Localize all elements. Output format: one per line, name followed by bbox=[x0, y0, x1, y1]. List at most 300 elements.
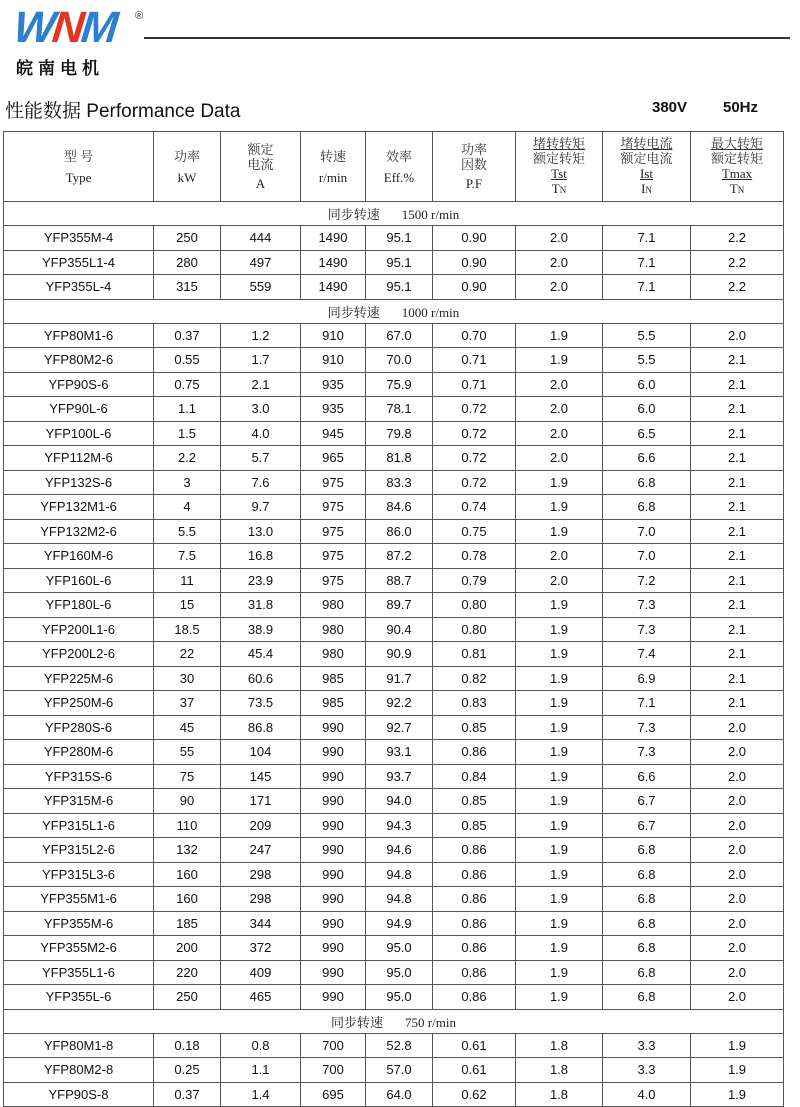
cell-ist-ratio: 7.0 bbox=[603, 544, 691, 569]
cell-tmax-ratio: 2.1 bbox=[691, 519, 784, 544]
cell-power-kw: 160 bbox=[154, 887, 221, 912]
cell-tst-ratio: 1.9 bbox=[516, 642, 603, 667]
cell-efficiency: 70.0 bbox=[366, 348, 433, 373]
cell-ist-ratio: 6.0 bbox=[603, 397, 691, 422]
cell-ist-ratio: 7.3 bbox=[603, 593, 691, 618]
cell-power-factor: 0.81 bbox=[433, 642, 516, 667]
cell-efficiency: 94.3 bbox=[366, 813, 433, 838]
section-heading bbox=[4, 1009, 784, 1033]
cell-power-factor: 0.70 bbox=[433, 323, 516, 348]
cell-speed-rpm: 935 bbox=[301, 397, 366, 422]
cell-current-a: 497 bbox=[221, 250, 301, 275]
cell-type: YFP160M-6 bbox=[4, 544, 154, 569]
cell-type: YFP355M1-6 bbox=[4, 887, 154, 912]
table-row bbox=[4, 470, 784, 495]
cell-tmax-ratio: 2.0 bbox=[691, 323, 784, 348]
cell-current-a: 1.4 bbox=[221, 1082, 301, 1107]
header-tst-den: T bbox=[551, 180, 560, 196]
cell-speed-rpm: 910 bbox=[301, 323, 366, 348]
cell-power-factor: 0.61 bbox=[433, 1058, 516, 1083]
cell-power-kw: 0.18 bbox=[154, 1033, 221, 1058]
cell-power-factor: 0.85 bbox=[433, 813, 516, 838]
table-row bbox=[4, 568, 784, 593]
cell-speed-rpm: 980 bbox=[301, 617, 366, 642]
cell-tmax-ratio: 2.0 bbox=[691, 789, 784, 814]
cell-efficiency: 92.2 bbox=[366, 691, 433, 716]
cell-tst-ratio: 1.9 bbox=[516, 715, 603, 740]
cell-efficiency: 94.8 bbox=[366, 887, 433, 912]
cell-power-kw: 280 bbox=[154, 250, 221, 275]
cell-power-factor: 0.78 bbox=[433, 544, 516, 569]
cell-tmax-ratio: 2.1 bbox=[691, 544, 784, 569]
cell-tst-ratio: 1.9 bbox=[516, 470, 603, 495]
header-type-en: Type bbox=[65, 169, 92, 185]
cell-power-factor: 0.79 bbox=[433, 568, 516, 593]
cell-type: YFP160L-6 bbox=[4, 568, 154, 593]
cell-type: YFP100L-6 bbox=[4, 421, 154, 446]
cell-speed-rpm: 990 bbox=[301, 813, 366, 838]
cell-tmax-ratio: 2.1 bbox=[691, 397, 784, 422]
table-row bbox=[4, 642, 784, 667]
cell-power-kw: 3 bbox=[154, 470, 221, 495]
cell-power-kw: 0.75 bbox=[154, 372, 221, 397]
cell-tst-ratio: 1.9 bbox=[516, 887, 603, 912]
cell-tmax-ratio: 2.1 bbox=[691, 568, 784, 593]
cell-speed-rpm: 700 bbox=[301, 1058, 366, 1083]
section-speed: 1500 r/min bbox=[401, 207, 460, 222]
cell-power-kw: 200 bbox=[154, 936, 221, 961]
cell-tst-ratio: 2.0 bbox=[516, 275, 603, 300]
cell-current-a: 372 bbox=[221, 936, 301, 961]
header-current-cn-2: 电流 bbox=[247, 157, 274, 172]
table-row bbox=[4, 985, 784, 1010]
logo-letter-m: M bbox=[78, 3, 118, 52]
cell-speed-rpm: 975 bbox=[301, 544, 366, 569]
cell-power-factor: 0.61 bbox=[433, 1033, 516, 1058]
header-tst-num: Tst bbox=[551, 165, 567, 181]
cell-type: YFP90S-8 bbox=[4, 1082, 154, 1107]
cell-power-kw: 30 bbox=[154, 666, 221, 691]
cell-type: YFP280S-6 bbox=[4, 715, 154, 740]
cell-tmax-ratio: 2.0 bbox=[691, 715, 784, 740]
table-body bbox=[4, 202, 784, 1107]
cell-power-kw: 250 bbox=[154, 226, 221, 251]
cell-power-kw: 0.37 bbox=[154, 323, 221, 348]
cell-power-factor: 0.90 bbox=[433, 275, 516, 300]
cell-type: YFP250M-6 bbox=[4, 691, 154, 716]
table-row bbox=[4, 887, 784, 912]
cell-power-kw: 90 bbox=[154, 789, 221, 814]
cell-type: YFP355L-6 bbox=[4, 985, 154, 1010]
cell-type: YFP200L1-6 bbox=[4, 617, 154, 642]
table-row bbox=[4, 911, 784, 936]
cell-current-a: 1.1 bbox=[221, 1058, 301, 1083]
cell-tmax-ratio: 2.0 bbox=[691, 985, 784, 1010]
cell-power-kw: 22 bbox=[154, 642, 221, 667]
table-row bbox=[4, 789, 784, 814]
cell-type: YFP355L1-6 bbox=[4, 960, 154, 985]
cell-efficiency: 90.4 bbox=[366, 617, 433, 642]
cell-speed-rpm: 990 bbox=[301, 740, 366, 765]
header-ist-base-cn: 额定电流 bbox=[620, 150, 673, 166]
cell-tst-ratio: 1.9 bbox=[516, 862, 603, 887]
header-current-en: A bbox=[255, 176, 266, 191]
table-row bbox=[4, 715, 784, 740]
cell-tmax-ratio: 2.1 bbox=[691, 691, 784, 716]
header-pf-en: P.F bbox=[465, 176, 483, 191]
table-row bbox=[4, 348, 784, 373]
cell-current-a: 444 bbox=[221, 226, 301, 251]
cell-power-factor: 0.86 bbox=[433, 911, 516, 936]
cell-type: YFP90S-6 bbox=[4, 372, 154, 397]
header-tst-base-cn: 额定转矩 bbox=[532, 150, 585, 166]
cell-speed-rpm: 975 bbox=[301, 568, 366, 593]
cell-tmax-ratio: 2.0 bbox=[691, 936, 784, 961]
cell-current-a: 7.6 bbox=[221, 470, 301, 495]
cell-power-factor: 0.86 bbox=[433, 936, 516, 961]
cell-speed-rpm: 990 bbox=[301, 960, 366, 985]
cell-power-factor: 0.74 bbox=[433, 495, 516, 520]
cell-tmax-ratio: 2.1 bbox=[691, 372, 784, 397]
header-current bbox=[221, 132, 301, 202]
section-row bbox=[4, 202, 784, 226]
header-type-cn: 型 号 bbox=[63, 148, 94, 164]
cell-type: YFP80M1-8 bbox=[4, 1033, 154, 1058]
cell-power-kw: 0.25 bbox=[154, 1058, 221, 1083]
cell-efficiency: 94.0 bbox=[366, 789, 433, 814]
cell-type: YFP112M-6 bbox=[4, 446, 154, 471]
cell-efficiency: 79.8 bbox=[366, 421, 433, 446]
header-speed bbox=[301, 132, 366, 202]
cell-tst-ratio: 1.9 bbox=[516, 323, 603, 348]
cell-tst-ratio: 1.8 bbox=[516, 1058, 603, 1083]
cell-power-factor: 0.86 bbox=[433, 887, 516, 912]
cell-type: YFP355M-6 bbox=[4, 911, 154, 936]
cell-tmax-ratio: 2.2 bbox=[691, 250, 784, 275]
header-speed-en: r/min bbox=[318, 169, 348, 185]
header-tst-den-sub: N bbox=[559, 184, 567, 195]
cell-power-kw: 75 bbox=[154, 764, 221, 789]
section-label: 同步转速 bbox=[327, 207, 380, 222]
header-locked-current-ratio bbox=[603, 132, 691, 202]
cell-power-factor: 0.80 bbox=[433, 593, 516, 618]
cell-power-factor: 0.86 bbox=[433, 862, 516, 887]
cell-type: YFP315M-6 bbox=[4, 789, 154, 814]
cell-tst-ratio: 2.0 bbox=[516, 372, 603, 397]
cell-tst-ratio: 1.9 bbox=[516, 764, 603, 789]
cell-efficiency: 94.9 bbox=[366, 911, 433, 936]
logo-letter-w: W bbox=[11, 3, 56, 52]
header-tmax-ratio-cn: 最大转矩 bbox=[710, 135, 763, 151]
cell-speed-rpm: 985 bbox=[301, 666, 366, 691]
cell-tmax-ratio: 2.1 bbox=[691, 421, 784, 446]
cell-current-a: 45.4 bbox=[221, 642, 301, 667]
cell-ist-ratio: 3.3 bbox=[603, 1033, 691, 1058]
cell-efficiency: 94.6 bbox=[366, 838, 433, 863]
cell-efficiency: 94.8 bbox=[366, 862, 433, 887]
cell-efficiency: 78.1 bbox=[366, 397, 433, 422]
cell-type: YFP315S-6 bbox=[4, 764, 154, 789]
cell-current-a: 5.7 bbox=[221, 446, 301, 471]
cell-current-a: 3.0 bbox=[221, 397, 301, 422]
cell-tst-ratio: 1.9 bbox=[516, 617, 603, 642]
cell-power-factor: 0.90 bbox=[433, 250, 516, 275]
section-heading bbox=[4, 202, 784, 226]
cell-power-factor: 0.83 bbox=[433, 691, 516, 716]
cell-power-factor: 0.71 bbox=[433, 348, 516, 373]
cell-ist-ratio: 6.8 bbox=[603, 838, 691, 863]
cell-speed-rpm: 1490 bbox=[301, 226, 366, 251]
cell-type: YFP355L1-4 bbox=[4, 250, 154, 275]
cell-current-a: 38.9 bbox=[221, 617, 301, 642]
cell-tmax-ratio: 2.1 bbox=[691, 666, 784, 691]
cell-type: YFP80M1-6 bbox=[4, 323, 154, 348]
header-tmax-den-sub: N bbox=[737, 184, 745, 195]
cell-current-a: 145 bbox=[221, 764, 301, 789]
cell-power-kw: 132 bbox=[154, 838, 221, 863]
cell-power-kw: 37 bbox=[154, 691, 221, 716]
cell-speed-rpm: 695 bbox=[301, 1082, 366, 1107]
table-row bbox=[4, 1058, 784, 1083]
cell-tmax-ratio: 1.9 bbox=[691, 1082, 784, 1107]
header-max-torque-ratio bbox=[691, 132, 784, 202]
cell-current-a: 0.8 bbox=[221, 1033, 301, 1058]
cell-ist-ratio: 6.9 bbox=[603, 666, 691, 691]
cell-tst-ratio: 2.0 bbox=[516, 446, 603, 471]
cell-tst-ratio: 1.9 bbox=[516, 495, 603, 520]
cell-current-a: 409 bbox=[221, 960, 301, 985]
cell-ist-ratio: 6.6 bbox=[603, 446, 691, 471]
cell-tst-ratio: 2.0 bbox=[516, 250, 603, 275]
table-row bbox=[4, 838, 784, 863]
cell-power-factor: 0.72 bbox=[433, 446, 516, 471]
cell-current-a: 9.7 bbox=[221, 495, 301, 520]
cell-efficiency: 84.6 bbox=[366, 495, 433, 520]
cell-power-factor: 0.85 bbox=[433, 715, 516, 740]
header-ist-num: Ist bbox=[640, 165, 653, 181]
cell-power-factor: 0.86 bbox=[433, 740, 516, 765]
header-pf-cn: 功率因数 bbox=[460, 142, 487, 172]
cell-power-factor: 0.72 bbox=[433, 421, 516, 446]
header-type bbox=[4, 132, 154, 202]
voltage-label: 380V bbox=[652, 99, 688, 116]
cell-speed-rpm: 990 bbox=[301, 764, 366, 789]
table-row bbox=[4, 691, 784, 716]
cell-current-a: 60.6 bbox=[221, 666, 301, 691]
cell-tmax-ratio: 2.0 bbox=[691, 862, 784, 887]
cell-tmax-ratio: 2.0 bbox=[691, 838, 784, 863]
cell-ist-ratio: 6.8 bbox=[603, 887, 691, 912]
cell-power-kw: 55 bbox=[154, 740, 221, 765]
cell-current-a: 23.9 bbox=[221, 568, 301, 593]
cell-power-factor: 0.72 bbox=[433, 470, 516, 495]
cell-type: YFP315L1-6 bbox=[4, 813, 154, 838]
cell-speed-rpm: 935 bbox=[301, 372, 366, 397]
cell-speed-rpm: 990 bbox=[301, 715, 366, 740]
table-row bbox=[4, 446, 784, 471]
cell-ist-ratio: 6.8 bbox=[603, 495, 691, 520]
cell-ist-ratio: 6.8 bbox=[603, 960, 691, 985]
cell-ist-ratio: 7.3 bbox=[603, 617, 691, 642]
header-tmax-den: T bbox=[729, 180, 738, 196]
cell-efficiency: 93.7 bbox=[366, 764, 433, 789]
cell-ist-ratio: 6.8 bbox=[603, 936, 691, 961]
cell-ist-ratio: 6.8 bbox=[603, 985, 691, 1010]
cell-tmax-ratio: 2.0 bbox=[691, 764, 784, 789]
cell-type: YFP225M-6 bbox=[4, 666, 154, 691]
header-efficiency-en: Eff.% bbox=[383, 169, 415, 185]
page-title: 性能数据 Performance Data bbox=[5, 101, 241, 122]
table-row bbox=[4, 813, 784, 838]
cell-power-kw: 7.5 bbox=[154, 544, 221, 569]
table-row bbox=[4, 323, 784, 348]
cell-tst-ratio: 1.9 bbox=[516, 838, 603, 863]
cell-tst-ratio: 2.0 bbox=[516, 226, 603, 251]
cell-power-factor: 0.90 bbox=[433, 226, 516, 251]
cell-power-kw: 160 bbox=[154, 862, 221, 887]
cell-power-factor: 0.86 bbox=[433, 838, 516, 863]
cell-type: YFP315L3-6 bbox=[4, 862, 154, 887]
cell-speed-rpm: 990 bbox=[301, 985, 366, 1010]
cell-type: YFP90L-6 bbox=[4, 397, 154, 422]
cell-current-a: 209 bbox=[221, 813, 301, 838]
cell-tst-ratio: 1.8 bbox=[516, 1082, 603, 1107]
header-tmax-num: Tmax bbox=[721, 165, 753, 181]
cell-power-factor: 0.80 bbox=[433, 617, 516, 642]
cell-power-factor: 0.85 bbox=[433, 789, 516, 814]
cell-efficiency: 57.0 bbox=[366, 1058, 433, 1083]
table-row bbox=[4, 372, 784, 397]
cell-speed-rpm: 965 bbox=[301, 446, 366, 471]
table-row bbox=[4, 617, 784, 642]
cell-power-factor: 0.86 bbox=[433, 985, 516, 1010]
registered-mark-icon: ® bbox=[135, 10, 144, 22]
section-heading bbox=[4, 299, 784, 323]
cell-power-kw: 11 bbox=[154, 568, 221, 593]
cell-power-kw: 315 bbox=[154, 275, 221, 300]
cell-current-a: 1.2 bbox=[221, 323, 301, 348]
section-speed: 750 r/min bbox=[405, 1014, 456, 1030]
cell-current-a: 104 bbox=[221, 740, 301, 765]
cell-tmax-ratio: 2.0 bbox=[691, 911, 784, 936]
section-speed: 1000 r/min bbox=[401, 304, 460, 320]
table-row bbox=[4, 421, 784, 446]
cell-ist-ratio: 7.1 bbox=[603, 275, 691, 300]
cell-power-kw: 110 bbox=[154, 813, 221, 838]
cell-power-kw: 45 bbox=[154, 715, 221, 740]
cell-current-a: 465 bbox=[221, 985, 301, 1010]
cell-type: YFP355M2-6 bbox=[4, 936, 154, 961]
cell-tst-ratio: 1.9 bbox=[516, 348, 603, 373]
cell-power-kw: 1.1 bbox=[154, 397, 221, 422]
cell-speed-rpm: 985 bbox=[301, 691, 366, 716]
cell-ist-ratio: 6.5 bbox=[603, 421, 691, 446]
cell-power-kw: 5.5 bbox=[154, 519, 221, 544]
cell-efficiency: 83.3 bbox=[366, 470, 433, 495]
cell-ist-ratio: 6.8 bbox=[603, 862, 691, 887]
cell-tst-ratio: 1.9 bbox=[516, 911, 603, 936]
cell-ist-ratio: 6.6 bbox=[603, 764, 691, 789]
cell-ist-ratio: 6.0 bbox=[603, 372, 691, 397]
cell-efficiency: 87.2 bbox=[366, 544, 433, 569]
cell-ist-ratio: 7.4 bbox=[603, 642, 691, 667]
cell-speed-rpm: 975 bbox=[301, 470, 366, 495]
cell-type: YFP132S-6 bbox=[4, 470, 154, 495]
cell-tst-ratio: 1.9 bbox=[516, 813, 603, 838]
cell-speed-rpm: 1490 bbox=[301, 275, 366, 300]
table-row bbox=[4, 250, 784, 275]
cell-current-a: 16.8 bbox=[221, 544, 301, 569]
cell-current-a: 559 bbox=[221, 275, 301, 300]
cell-current-a: 298 bbox=[221, 887, 301, 912]
cell-power-factor: 0.84 bbox=[433, 764, 516, 789]
section-row bbox=[4, 299, 784, 323]
header-speed-cn: 转速 bbox=[319, 148, 346, 164]
cell-current-a: 171 bbox=[221, 789, 301, 814]
cell-tmax-ratio: 2.0 bbox=[691, 887, 784, 912]
cell-current-a: 298 bbox=[221, 862, 301, 887]
header-power-en: kW bbox=[177, 169, 197, 185]
section-label: 同步转速 bbox=[327, 304, 380, 320]
cell-type: YFP132M2-6 bbox=[4, 519, 154, 544]
cell-tst-ratio: 2.0 bbox=[516, 397, 603, 422]
cell-power-kw: 2.2 bbox=[154, 446, 221, 471]
cell-speed-rpm: 980 bbox=[301, 593, 366, 618]
header-tst-ratio-cn: 堵转转矩 bbox=[532, 135, 585, 151]
cell-current-a: 13.0 bbox=[221, 519, 301, 544]
cell-power-kw: 4 bbox=[154, 495, 221, 520]
cell-efficiency: 93.1 bbox=[366, 740, 433, 765]
table-row bbox=[4, 960, 784, 985]
cell-tmax-ratio: 1.9 bbox=[691, 1033, 784, 1058]
cell-speed-rpm: 945 bbox=[301, 421, 366, 446]
cell-efficiency: 67.0 bbox=[366, 323, 433, 348]
cell-power-factor: 0.62 bbox=[433, 1082, 516, 1107]
cell-tmax-ratio: 2.1 bbox=[691, 593, 784, 618]
cell-type: YFP315L2-6 bbox=[4, 838, 154, 863]
cell-power-factor: 0.71 bbox=[433, 372, 516, 397]
cell-ist-ratio: 7.2 bbox=[603, 568, 691, 593]
header-ist-den: I bbox=[641, 180, 646, 196]
cell-efficiency: 75.9 bbox=[366, 372, 433, 397]
cell-type: YFP132M1-6 bbox=[4, 495, 154, 520]
logo-chinese-name: 皖南电机 bbox=[16, 59, 104, 79]
cell-tst-ratio: 1.9 bbox=[516, 691, 603, 716]
cell-efficiency: 95.0 bbox=[366, 960, 433, 985]
cell-tst-ratio: 1.9 bbox=[516, 789, 603, 814]
cell-current-a: 73.5 bbox=[221, 691, 301, 716]
cell-ist-ratio: 6.8 bbox=[603, 470, 691, 495]
cell-ist-ratio: 7.1 bbox=[603, 226, 691, 251]
cell-ist-ratio: 5.5 bbox=[603, 348, 691, 373]
cell-current-a: 247 bbox=[221, 838, 301, 863]
cell-ist-ratio: 7.3 bbox=[603, 740, 691, 765]
logo-letter-n: N bbox=[50, 3, 84, 52]
cell-current-a: 2.1 bbox=[221, 372, 301, 397]
cell-speed-rpm: 990 bbox=[301, 789, 366, 814]
cell-tmax-ratio: 1.9 bbox=[691, 1058, 784, 1083]
header-current-cn-1: 额定 bbox=[247, 142, 274, 157]
cell-efficiency: 52.8 bbox=[366, 1033, 433, 1058]
table-row bbox=[4, 397, 784, 422]
section-label: 同步转速 bbox=[331, 1014, 384, 1030]
table-header-row bbox=[4, 132, 784, 202]
cell-ist-ratio: 5.5 bbox=[603, 323, 691, 348]
cell-power-factor: 0.82 bbox=[433, 666, 516, 691]
cell-tst-ratio: 1.9 bbox=[516, 960, 603, 985]
table-row bbox=[4, 740, 784, 765]
header-ist-den-sub: N bbox=[645, 184, 652, 195]
